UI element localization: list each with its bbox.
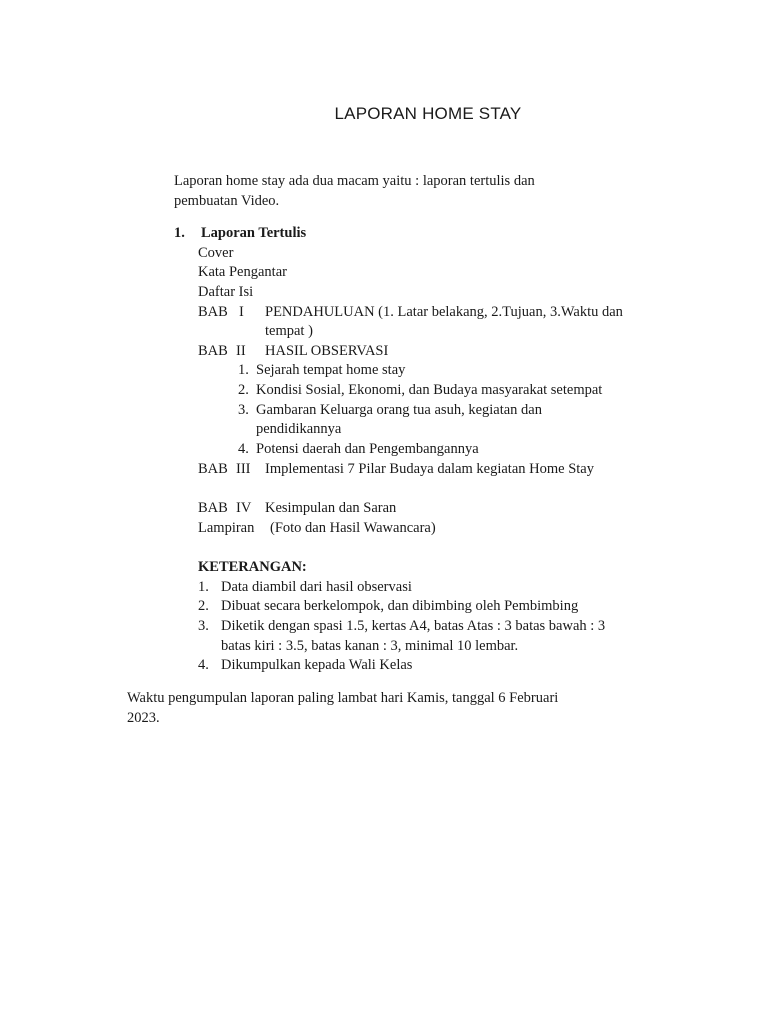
keterangan-num: 2. <box>198 598 209 614</box>
intro-line-1: Laporan home stay ada dua macam yaitu : laporan tertulis dan <box>174 173 535 189</box>
bab3-roman: III <box>236 461 251 477</box>
lampiran-label: Lampiran <box>198 520 255 536</box>
bab2-sub-text: Gambaran Keluarga orang tua asuh, kegiatan dan <box>256 402 542 418</box>
keterangan-text: Diketik dengan spasi 1.5, kertas A4, batas Atas : 3 batas bawah : 3 <box>221 618 606 634</box>
bab4-roman: IV <box>236 500 252 516</box>
bab2-sub-text: Sejarah tempat home stay <box>256 362 406 378</box>
page-title: LAPORAN HOME STAY <box>334 104 522 123</box>
bab2-sub-num: 1. <box>238 362 249 378</box>
item-kata-pengantar: Kata Pengantar <box>198 264 287 280</box>
bab3-label: BAB <box>198 461 228 477</box>
deadline-line-1: Waktu pengumpulan laporan paling lambat hari Kamis, tanggal 6 Februari <box>127 690 559 706</box>
item-daftar-isi: Daftar Isi <box>198 284 254 300</box>
keterangan-num: 1. <box>198 579 209 595</box>
section-heading: Laporan Tertulis <box>201 225 307 241</box>
bab1-title: PENDAHULUAN (1. Latar belakang, 2.Tujuan, 3.Waktu dan <box>265 304 623 320</box>
keterangan-text: Dikumpulkan kepada Wali Kelas <box>221 657 413 673</box>
bab2-label: BAB <box>198 343 228 359</box>
keterangan-text-cont: batas kiri : 3.5, batas kanan : 3, minimal 10 lembar. <box>221 638 519 654</box>
intro-line-2: pembuatan Video. <box>174 193 280 209</box>
bab3-title: Implementasi 7 Pilar Budaya dalam kegiatan Home Stay <box>265 461 594 477</box>
bab2-roman: II <box>236 343 246 359</box>
bab1-label: BAB <box>198 304 228 320</box>
bab2-sub-text: Potensi daerah dan Pengembangannya <box>256 441 479 457</box>
bab1-title-cont: tempat ) <box>265 323 313 339</box>
keterangan-text: Data diambil dari hasil observasi <box>221 579 412 595</box>
bab2-sub-text-cont: pendidikannya <box>256 421 342 437</box>
bab2-sub-num: 4. <box>238 441 249 457</box>
section-number: 1. <box>174 225 185 241</box>
bab4-label: BAB <box>198 500 228 516</box>
bab2-title: HASIL OBSERVASI <box>265 343 389 359</box>
bab2-sub-num: 2. <box>238 382 249 398</box>
bab2-sub-text: Kondisi Sosial, Ekonomi, dan Budaya masyarakat setempat <box>256 382 603 398</box>
bab2-sub-num: 3. <box>238 402 249 418</box>
keterangan-num: 3. <box>198 618 209 634</box>
keterangan-num: 4. <box>198 657 209 673</box>
keterangan-text: Dibuat secara berkelompok, dan dibimbing oleh Pembimbing <box>221 598 579 614</box>
item-cover: Cover <box>198 245 234 261</box>
bab1-roman: I <box>239 304 244 320</box>
deadline-line-2: 2023. <box>127 710 160 726</box>
keterangan-heading: KETERANGAN: <box>198 559 307 575</box>
bab4-title: Kesimpulan dan Saran <box>265 500 397 516</box>
lampiran-text: (Foto dan Hasil Wawancara) <box>270 520 436 536</box>
